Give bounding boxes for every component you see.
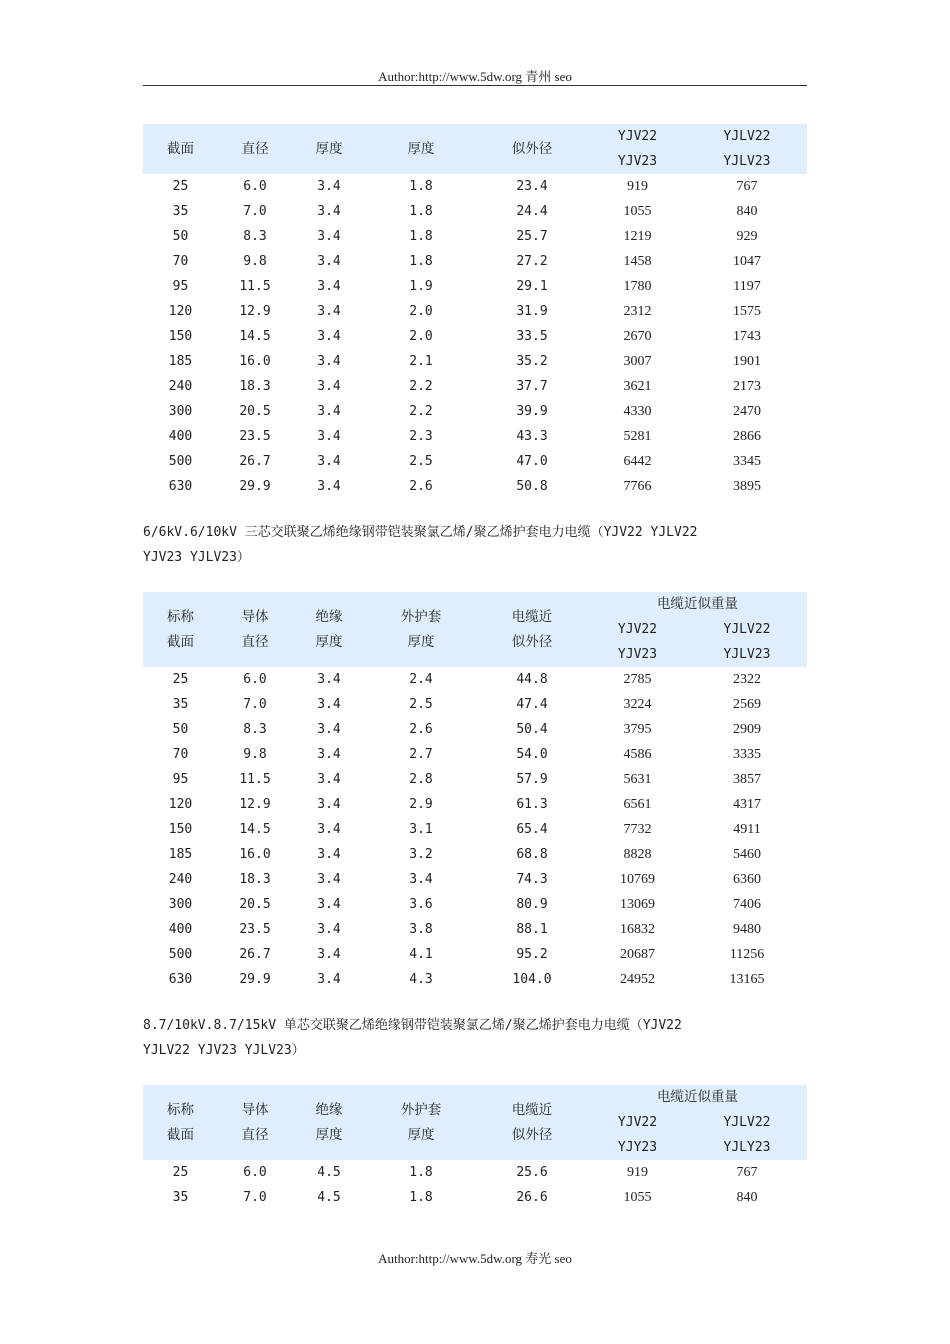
table-row: [143, 349, 807, 374]
table-cell: 3795: [623, 722, 652, 737]
table-cell: 2.8: [409, 772, 433, 787]
table-cell: 1458: [623, 254, 652, 269]
table-row: [143, 474, 807, 499]
table-cell: 7.0: [243, 697, 267, 712]
table-cell: 2.9: [409, 797, 433, 812]
table-cell: 35: [172, 1190, 189, 1205]
table-cell: 25: [172, 1165, 189, 1180]
table-cell: 50: [172, 722, 189, 737]
table-cell: 185: [168, 847, 193, 862]
table-cell: 11.5: [239, 772, 271, 787]
table-cell: 1219: [623, 229, 652, 244]
table-cell: 300: [168, 897, 193, 912]
table-cell: 95.2: [516, 947, 548, 962]
table-cell: 3.4: [317, 797, 341, 812]
header-outer-diameter: 似外径: [476, 124, 588, 174]
table-cell: 25: [172, 179, 189, 194]
table-cell: 57.9: [516, 772, 548, 787]
table-cell: 95: [172, 772, 189, 787]
table-cell: 3.4: [317, 379, 341, 394]
table-cell: 80.9: [516, 897, 548, 912]
header-yjly23: YJLY23: [687, 1135, 807, 1160]
table-cell: 3.4: [317, 454, 341, 469]
table-cell: 2173: [733, 379, 761, 394]
table-cell: 47.0: [516, 454, 548, 469]
table-cell: 3007: [623, 354, 652, 369]
table-cell: 20687: [620, 947, 655, 962]
table-cell: 630: [168, 972, 193, 987]
table-cell: 3.4: [317, 897, 341, 912]
table-cell: 2.5: [409, 697, 433, 712]
table-cell: 26.7: [239, 947, 271, 962]
table-cell: 13069: [620, 897, 655, 912]
caption-line: 6/6kV.6/10kV 三芯交联聚乙烯绝缘钢带铠装聚氯乙烯/聚乙烯护套电力电缆（YJV22 YJLV22: [143, 525, 698, 540]
cable-spec-table-2: [143, 592, 807, 992]
table-cell: 3.4: [317, 229, 341, 244]
table-cell: 4317: [733, 797, 761, 812]
table-cell: 3.8: [409, 922, 433, 937]
table-cell: 50: [172, 229, 189, 244]
table-cell: 35: [172, 204, 189, 219]
header-nominal-cross-section: 标称 截面: [143, 1085, 218, 1160]
table-cell: 65.4: [516, 822, 548, 837]
table-row: [143, 224, 807, 249]
table-cell: 3.1: [409, 822, 433, 837]
table-row: [143, 967, 807, 992]
table-cell: 20.5: [239, 404, 271, 419]
table-cell: 3.2: [409, 847, 433, 862]
table-cell: 2312: [623, 304, 652, 319]
table-cell: 5460: [733, 847, 761, 862]
table-cell: 11256: [729, 947, 765, 962]
table-cell: 1.8: [409, 1190, 433, 1205]
table-row: [143, 817, 807, 842]
table-cell: 35: [172, 697, 189, 712]
table-header-row: [143, 124, 807, 149]
table-cell: 7406: [733, 897, 761, 912]
table-cell: 35.2: [516, 354, 548, 369]
table-cell: 23.4: [516, 179, 548, 194]
header-insulation-thickness: 绝缘 厚度: [292, 592, 366, 667]
table-cell: 185: [168, 354, 193, 369]
table-cell: 2.6: [409, 722, 433, 737]
table-cell: 3.4: [317, 922, 341, 937]
header-approx-weight: 电缆近似重量: [588, 592, 807, 617]
table-cell: 29.9: [239, 479, 271, 494]
table-cell: 1055: [623, 1190, 652, 1205]
table-row: [143, 742, 807, 767]
table-cell: 6.0: [243, 672, 267, 687]
table-cell: 1.8: [409, 229, 433, 244]
table-cell: 3.4: [409, 872, 433, 887]
table-cell: 6.0: [243, 179, 267, 194]
table-cell: 16.0: [239, 354, 271, 369]
table-cell: 2.2: [409, 404, 433, 419]
table-cell: 300: [168, 404, 193, 419]
table-cell: 150: [168, 329, 193, 344]
header-yjlv23: YJLV23: [687, 149, 807, 174]
table-cell: 43.3: [516, 429, 548, 444]
table-cell: 2670: [623, 329, 652, 344]
table-row: [143, 374, 807, 399]
table-cell: 44.8: [516, 672, 548, 687]
table-cell: 1047: [733, 254, 761, 269]
header-approx-weight: 电缆近似重量: [588, 1085, 807, 1110]
table-cell: 2785: [623, 672, 652, 687]
table-cell: 7.0: [243, 1190, 267, 1205]
header-yjlv22: YJLV22: [687, 617, 807, 642]
table-header-row: [143, 1085, 807, 1110]
table-cell: 14.5: [239, 822, 271, 837]
table-row: [143, 449, 807, 474]
table-cell: 16.0: [239, 847, 271, 862]
header-nominal-cross-section: 标称 截面: [143, 592, 218, 667]
table-cell: 1575: [733, 304, 761, 319]
table-cell: 3.4: [317, 254, 341, 269]
table-cell: 24.4: [516, 204, 548, 219]
table-cell: 400: [168, 922, 193, 937]
cable-spec-table-1: [143, 124, 807, 499]
table-cell: 54.0: [516, 747, 548, 762]
table-cell: 9480: [733, 922, 761, 937]
table-row: [143, 767, 807, 792]
table-cell: 2.3: [409, 429, 433, 444]
table-cell: 27.2: [516, 254, 548, 269]
table-cell: 12.9: [239, 797, 271, 812]
table-row: [143, 249, 807, 274]
table-cell: 4.5: [317, 1165, 341, 1180]
table-cell: 4.3: [409, 972, 433, 987]
header-yjlv22: YJLV22: [687, 124, 807, 149]
table-cell: 4586: [623, 747, 652, 762]
table-row: [143, 174, 807, 199]
table-cell: 104.0: [512, 972, 552, 987]
table-cell: 8828: [623, 847, 652, 862]
table-cell: 3335: [733, 747, 761, 762]
table-cell: 2.4: [409, 672, 433, 687]
header-yjv23: YJV23: [588, 642, 687, 667]
table-cell: 3.4: [317, 772, 341, 787]
table-cell: 39.9: [516, 404, 548, 419]
caption-line: YJV23 YJLV23）: [143, 550, 250, 565]
table-cell: 3.4: [317, 947, 341, 962]
table-cell: 120: [168, 304, 193, 319]
table-cell: 11.5: [239, 279, 271, 294]
table-cell: 3224: [623, 697, 652, 712]
table-cell: 3.4: [317, 822, 341, 837]
table-cell: 4.5: [317, 1190, 341, 1205]
table-row: [143, 792, 807, 817]
table-cell: 1.8: [409, 254, 433, 269]
table-cell: 3345: [733, 454, 761, 469]
table-row: [143, 942, 807, 967]
table-row: [143, 324, 807, 349]
table-cell: 14.5: [239, 329, 271, 344]
table-cell: 2.1: [409, 354, 433, 369]
table-row: [143, 199, 807, 224]
header-yjy23: YJY23: [588, 1135, 687, 1160]
table-cell: 2909: [733, 722, 761, 737]
table-cell: 3621: [623, 379, 652, 394]
table-cell: 4.1: [409, 947, 433, 962]
table-cell: 840: [736, 204, 758, 219]
table-cell: 630: [168, 479, 193, 494]
header-conductor-diameter: 导体 直径: [218, 592, 292, 667]
table-row: [143, 842, 807, 867]
table-cell: 7732: [623, 822, 652, 837]
table-header-row: [143, 592, 807, 617]
table-cell: 61.3: [516, 797, 548, 812]
table-cell: 47.4: [516, 697, 548, 712]
caption-line: 8.7/10kV.8.7/15kV 单芯交联聚乙烯绝缘钢带铠装聚氯乙烯/聚乙烯护套电力电缆（YJV22: [143, 1018, 682, 1033]
table-row: [143, 299, 807, 324]
table-cell: 919: [627, 1165, 648, 1180]
table-cell: 3857: [733, 772, 761, 787]
table-row: [143, 274, 807, 299]
table-row: [143, 917, 807, 942]
table-cell: 1743: [733, 329, 761, 344]
table-cell: 1055: [623, 204, 652, 219]
table-cell: 1901: [733, 354, 761, 369]
table-cell: 10769: [620, 872, 655, 887]
table-cell: 33.5: [516, 329, 548, 344]
header-conductor-diameter: 导体 直径: [218, 1085, 292, 1160]
table-cell: 500: [168, 454, 193, 469]
table-cell: 1197: [733, 279, 761, 294]
table-cell: 25.6: [516, 1165, 548, 1180]
header-outer-diameter: 电缆近 似外径: [476, 1085, 588, 1160]
header-yjv22: YJV22: [588, 617, 687, 642]
table-cell: 2.6: [409, 479, 433, 494]
table-cell: 3.4: [317, 672, 341, 687]
table-cell: 3.4: [317, 429, 341, 444]
table-cell: 3.4: [317, 872, 341, 887]
header-yjlv23: YJLV23: [687, 642, 807, 667]
table-cell: 9.8: [243, 747, 267, 762]
table-cell: 68.8: [516, 847, 548, 862]
table-cell: 4330: [623, 404, 652, 419]
table-cell: 95: [172, 279, 189, 294]
table-cell: 18.3: [239, 872, 271, 887]
table-cell: 23.5: [239, 429, 271, 444]
table-cell: 8.3: [243, 229, 267, 244]
table-cell: 23.5: [239, 922, 271, 937]
table-cell: 50.8: [516, 479, 548, 494]
table-cell: 2322: [733, 672, 761, 687]
header-yjv22: YJV22: [588, 124, 687, 149]
header-cross-section: 截面: [143, 124, 218, 174]
table-cell: 31.9: [516, 304, 548, 319]
table-cell: 6442: [623, 454, 652, 469]
table-cell: 2.5: [409, 454, 433, 469]
table-cell: 25: [172, 672, 189, 687]
table-cell: 20.5: [239, 897, 271, 912]
cable-spec-table-3: [143, 1085, 807, 1210]
table-cell: 13165: [729, 972, 765, 987]
page-footer: Author:http://www.5dw.org 寿光 seo: [378, 1251, 572, 1266]
table-cell: 1780: [623, 279, 652, 294]
table-cell: 25.7: [516, 229, 548, 244]
table-cell: 5631: [623, 772, 652, 787]
header-insulation-thickness: 厚度: [292, 124, 366, 174]
header-yjlv22: YJLV22: [687, 1110, 807, 1135]
table-cell: 29.1: [516, 279, 548, 294]
table-row: [143, 717, 807, 742]
table-cell: 150: [168, 822, 193, 837]
table-cell: 3895: [733, 479, 761, 494]
table-cell: 3.4: [317, 847, 341, 862]
table-cell: 6561: [623, 797, 652, 812]
table-cell: 400: [168, 429, 193, 444]
table-cell: 9.8: [243, 254, 267, 269]
table-cell: 929: [736, 229, 758, 244]
table-cell: 3.4: [317, 279, 341, 294]
table-cell: 2.0: [409, 304, 433, 319]
table-row: [143, 892, 807, 917]
table-cell: 2.2: [409, 379, 433, 394]
table-cell: 16832: [620, 922, 655, 937]
table-cell: 29.9: [239, 972, 271, 987]
table-3-caption: [143, 1013, 807, 1063]
header-sheath-thickness: 厚度: [366, 124, 476, 174]
table-cell: 1.8: [409, 204, 433, 219]
table-cell: 3.4: [317, 697, 341, 712]
table-cell: 1.8: [409, 179, 433, 194]
table-row: [143, 867, 807, 892]
table-cell: 70: [172, 254, 189, 269]
table-row: [143, 1185, 807, 1210]
table-cell: 120: [168, 797, 193, 812]
table-cell: 7766: [623, 479, 652, 494]
table-cell: 24952: [620, 972, 655, 987]
table-cell: 919: [627, 179, 648, 194]
table-cell: 2866: [733, 429, 761, 444]
table-cell: 3.4: [317, 747, 341, 762]
table-cell: 1.8: [409, 1165, 433, 1180]
table-row: [143, 692, 807, 717]
table-cell: 12.9: [239, 304, 271, 319]
table-cell: 6.0: [243, 1165, 267, 1180]
table-cell: 4911: [733, 822, 761, 837]
header-diameter: 直径: [218, 124, 292, 174]
table-cell: 6360: [733, 872, 761, 887]
page-header: Author:http://www.5dw.org 青州 seo: [378, 69, 572, 84]
table-cell: 2569: [733, 697, 761, 712]
table-cell: 3.4: [317, 329, 341, 344]
table-row: [143, 424, 807, 449]
header-yjv23: YJV23: [588, 149, 687, 174]
table-cell: 2470: [733, 404, 761, 419]
table-row: [143, 399, 807, 424]
table-cell: 240: [168, 872, 193, 887]
table-cell: 7.0: [243, 204, 267, 219]
table-cell: 5281: [623, 429, 652, 444]
table-row: [143, 667, 807, 692]
header-insulation-thickness: 绝缘 厚度: [292, 1085, 366, 1160]
table-cell: 3.4: [317, 722, 341, 737]
table-cell: 3.4: [317, 354, 341, 369]
table-cell: 3.6: [409, 897, 433, 912]
table-cell: 767: [736, 179, 758, 194]
table-row: [143, 1160, 807, 1185]
table-cell: 26.6: [516, 1190, 548, 1205]
caption-line: YJLV22 YJV23 YJLV23）: [143, 1043, 305, 1058]
table-cell: 767: [736, 1165, 758, 1180]
table-cell: 2.7: [409, 747, 433, 762]
table-cell: 50.4: [516, 722, 548, 737]
header-outer-diameter: 电缆近 似外径: [476, 592, 588, 667]
header-yjv22: YJV22: [588, 1110, 687, 1135]
table-cell: 3.4: [317, 204, 341, 219]
header-sheath-thickness: 外护套 厚度: [366, 592, 476, 667]
table-cell: 18.3: [239, 379, 271, 394]
table-2-caption: [143, 520, 807, 570]
table-cell: 1.9: [409, 279, 433, 294]
table-cell: 26.7: [239, 454, 271, 469]
table-cell: 500: [168, 947, 193, 962]
table-cell: 3.4: [317, 179, 341, 194]
table-cell: 840: [736, 1190, 758, 1205]
header-rule: [143, 85, 807, 86]
table-cell: 2.0: [409, 329, 433, 344]
table-cell: 70: [172, 747, 189, 762]
table-cell: 3.4: [317, 404, 341, 419]
table-cell: 88.1: [516, 922, 548, 937]
table-cell: 3.4: [317, 972, 341, 987]
table-cell: 3.4: [317, 304, 341, 319]
table-cell: 37.7: [516, 379, 548, 394]
table-cell: 240: [168, 379, 193, 394]
table-cell: 74.3: [516, 872, 548, 887]
table-cell: 8.3: [243, 722, 267, 737]
header-sheath-thickness: 外护套 厚度: [366, 1085, 476, 1160]
table-cell: 3.4: [317, 479, 341, 494]
